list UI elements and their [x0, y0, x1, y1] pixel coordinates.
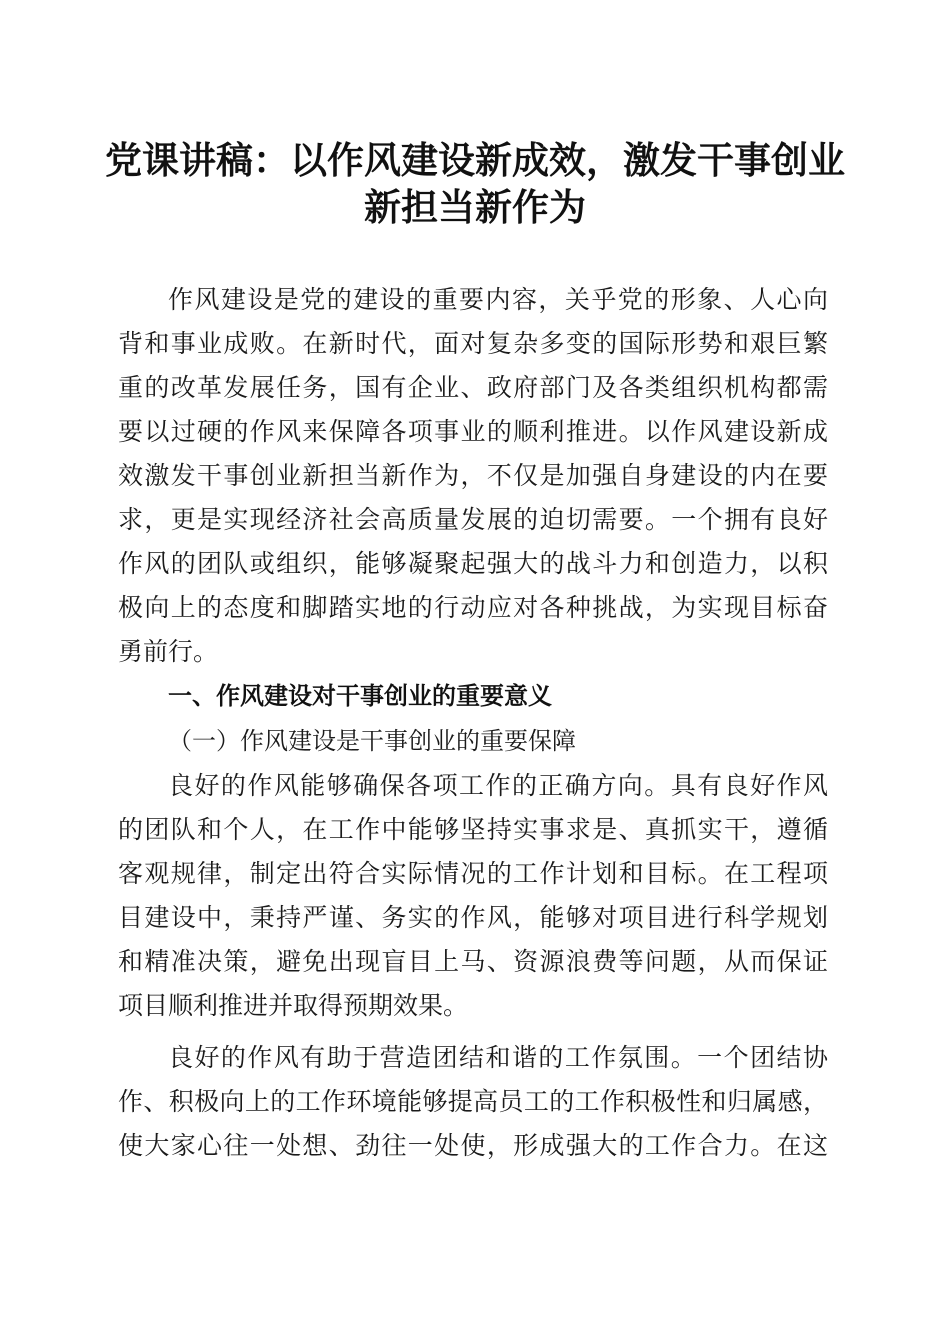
paragraph-2-line: 和精准决策，避免出现盲目上马、资源浪费等问题，从而保证 [118, 947, 828, 976]
paragraph-1-line: 重的改革发展任务，国有企业、政府部门及各类组织机构都需 [118, 373, 828, 402]
paragraph-1-line: 勇前行。 [118, 637, 219, 666]
paragraph-3-line: 使大家心往一处想、劲往一处使，形成强大的工作合力。在这 [118, 1131, 828, 1160]
paragraph-1-line: 效激发干事创业新担当新作为，不仅是加强自身建设的内在要 [118, 461, 828, 490]
document-title-line-2: 新担当新作为 [364, 185, 586, 229]
document-title-line-1: 党课讲稿：以作风建设新成效，激发干事创业 [105, 138, 845, 182]
subsection-heading: （一）作风建设是干事创业的重要保障 [168, 727, 576, 755]
section-heading: 一、作风建设对干事创业的重要意义 [168, 682, 552, 710]
paragraph-3-line: 作、积极向上的工作环境能够提高员工的工作积极性和归属感， [118, 1087, 828, 1116]
paragraph-1-line: 作风建设是党的建设的重要内容，关乎党的形象、人心向 [168, 285, 828, 314]
paragraph-3-line: 良好的作风有助于营造团结和谐的工作氛围。一个团结协 [168, 1043, 828, 1072]
paragraph-2-line: 良好的作风能够确保各项工作的正确方向。具有良好作风 [168, 771, 828, 800]
paragraph-2-line: 客观规律，制定出符合实际情况的工作计划和目标。在工程项 [118, 859, 828, 888]
paragraph-1-line: 背和事业成败。在新时代，面对复杂多变的国际形势和艰巨繁 [118, 329, 828, 358]
paragraph-1-line: 要以过硬的作风来保障各项事业的顺利推进。以作风建设新成 [118, 417, 828, 446]
paragraph-1-line: 作风的团队或组织，能够凝聚起强大的战斗力和创造力，以积 [118, 549, 828, 578]
paragraph-1-line: 求，更是实现经济社会高质量发展的迫切需要。一个拥有良好 [118, 505, 828, 534]
paragraph-2-line: 目建设中，秉持严谨、务实的作风，能够对项目进行科学规划 [118, 903, 828, 932]
paragraph-2-line: 项目顺利推进并取得预期效果。 [118, 991, 469, 1020]
paragraph-2-line: 的团队和个人，在工作中能够坚持实事求是、真抓实干，遵循 [118, 815, 828, 844]
paragraph-1-line: 极向上的态度和脚踏实地的行动应对各种挑战，为实现目标奋 [118, 593, 828, 622]
